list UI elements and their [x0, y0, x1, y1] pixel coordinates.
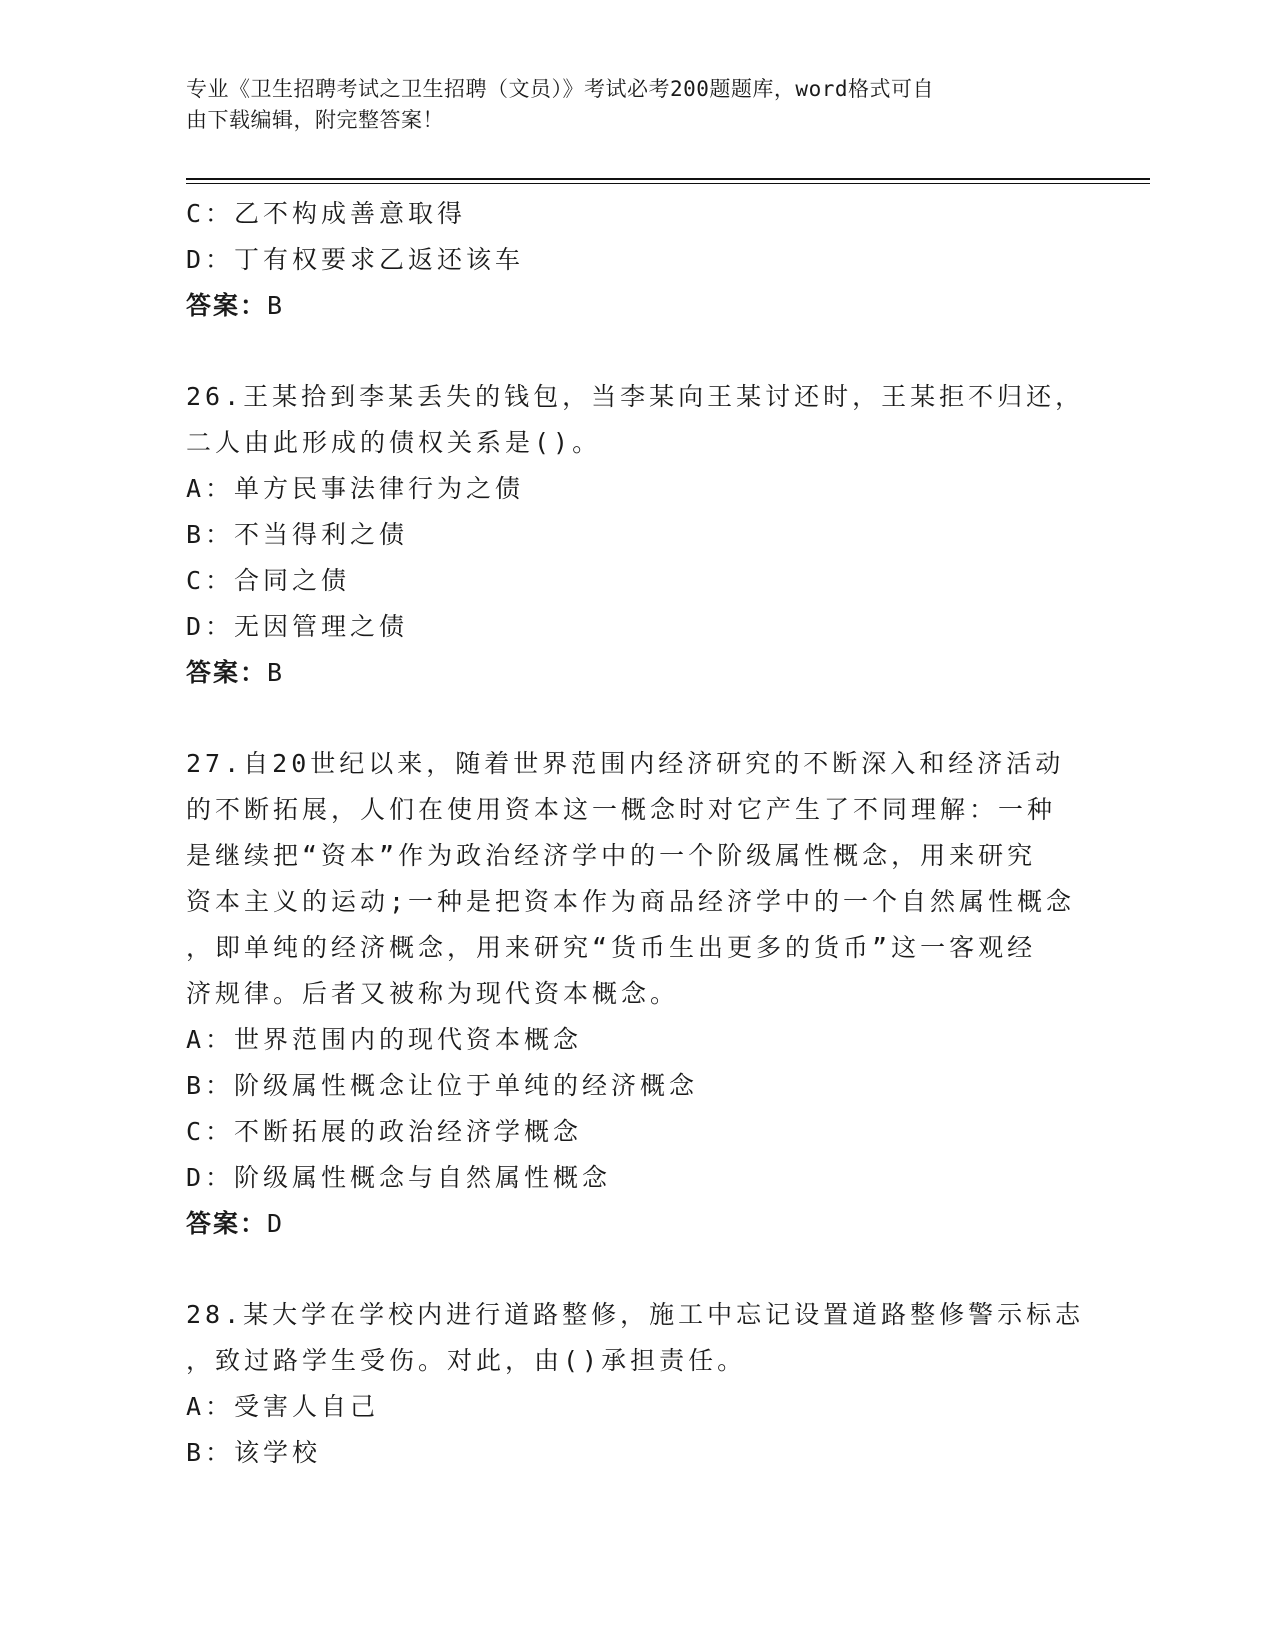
question-stem-line: 是继续把“资本”作为政治经济学中的一个阶级属性概念，用来研究	[186, 841, 1037, 870]
answer-line	[186, 1201, 1086, 1247]
document-body	[186, 191, 1086, 1476]
header-rule-thin	[186, 183, 1150, 184]
question-stem-line: 27.自20世纪以来，随着世界范围内经济研究的不断深入和经济活动	[186, 749, 1065, 778]
question-27	[186, 741, 1086, 1247]
question-stem-line: 资本主义的运动;一种是把资本作为商品经济学中的一个自然属性概念	[186, 887, 1076, 916]
answer-label: 答案：	[186, 1209, 268, 1238]
option-a: A：单方民事法律行为之债	[186, 474, 525, 503]
question-stem-line: 济规律。后者又被称为现代资本概念。	[186, 979, 680, 1008]
answer-line	[186, 283, 1086, 329]
answer-line	[186, 650, 1086, 696]
option-c: C：不断拓展的政治经济学概念	[186, 1117, 583, 1146]
option-d: D：阶级属性概念与自然属性概念	[186, 1163, 612, 1192]
previous-question-tail	[186, 191, 1086, 329]
option-a: A：世界范围内的现代资本概念	[186, 1025, 583, 1054]
question-28	[186, 1292, 1086, 1476]
option-c: C：合同之债	[186, 566, 351, 595]
question-26	[186, 374, 1086, 696]
option-d: D：丁有权要求乙返还该车	[186, 245, 525, 274]
header-line-1: 专业《卫生招聘考试之卫生招聘（文员）》考试必考200题题库，word格式可自	[186, 77, 934, 101]
question-stem-line: ，即单纯的经济概念，用来研究“货币生出更多的货币”这一客观经	[186, 933, 1037, 962]
answer-value: B	[267, 658, 285, 687]
header-line-2: 由下载编辑，附完整答案！	[186, 108, 444, 132]
document-header	[186, 74, 1066, 136]
question-stem-line: 二人由此形成的债权关系是()。	[186, 428, 602, 457]
option-a: A：受害人自己	[186, 1392, 380, 1421]
answer-value: B	[267, 291, 285, 320]
option-c: C：乙不构成善意取得	[186, 199, 467, 228]
question-stem-line: 的不断拓展，人们在使用资本这一概念时对它产生了不同理解：一种	[186, 795, 1057, 824]
answer-label: 答案：	[186, 658, 268, 687]
question-stem-line: 26.王某拾到李某丢失的钱包，当李某向王某讨还时，王某拒不归还，	[186, 382, 1085, 411]
option-b: B：不当得利之债	[186, 520, 409, 549]
answer-value: D	[267, 1209, 285, 1238]
option-b: B：该学校	[186, 1438, 322, 1467]
question-stem-line: ，致过路学生受伤。对此，由()承担责任。	[186, 1346, 747, 1375]
option-b: B：阶级属性概念让位于单纯的经济概念	[186, 1071, 699, 1100]
option-d: D：无因管理之债	[186, 612, 409, 641]
header-rule-thick	[186, 178, 1150, 180]
question-stem-line: 28.某大学在学校内进行道路整修，施工中忘记设置道路整修警示标志	[186, 1300, 1085, 1329]
answer-label: 答案：	[186, 291, 268, 320]
